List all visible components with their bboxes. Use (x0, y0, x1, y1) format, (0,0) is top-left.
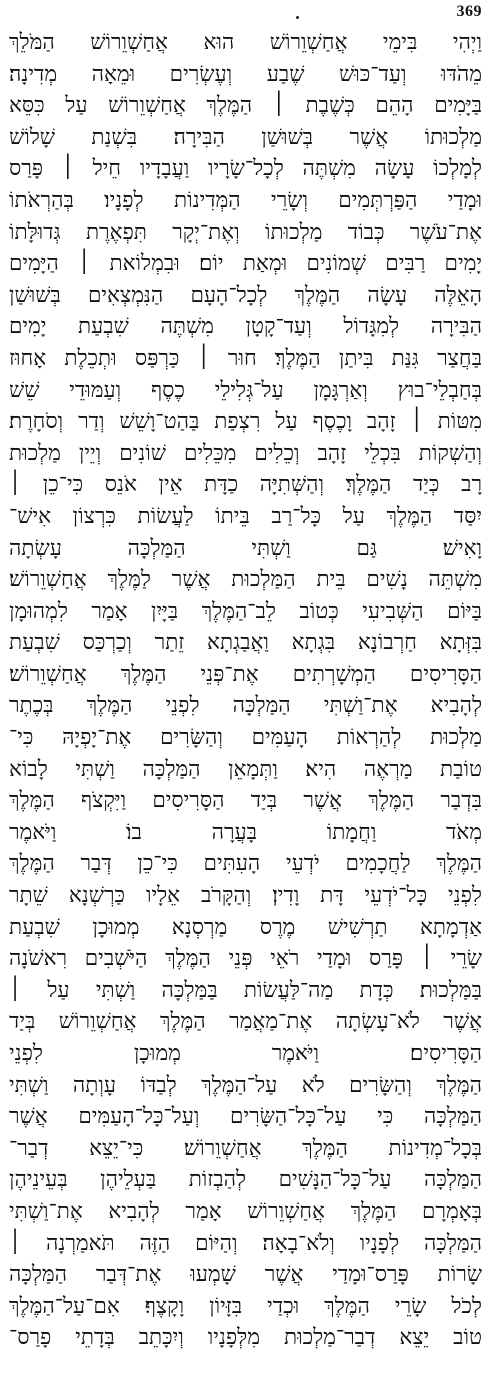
text-line: הָאֵלֶּה עָשָׂה הַמֶּלֶךְ לְכָל־הָעָם הַנִּמְצְאִים בְּשׁוּשַׁן (9, 282, 482, 308)
text-line: הַמֶּלֶךְ לַחֲכָמִים יֹדְעֵי הָעִתִּים כִּי־כֵן דְּבַר הַמֶּלֶךְ (9, 851, 482, 877)
text-line: וּמָדַי הַפַּרְתְּמִים וְשָׂרֵי הַמְּדִינוֹת לְפָנָיו׃ בְּהַרְאֹתוֹ (9, 187, 482, 213)
text-line: הַמַּלְכָּה עַל־כָּל־הַנָּשִׁים לְהַבְזוֹת בַּעְלֵיהֶן בְּעֵינֵיהֶן (9, 1167, 482, 1193)
text-line: אֶת־עֹשֶׁר כְּבוֹד מַלְכוּתוֹ וְאֶת־יְקָר תִּפְאֶרֶת גְּדוּלָּתוֹ (9, 219, 482, 245)
text-line: מַלְכוּתוֹ אֲשֶׁר בְּשׁוּשַׁן הַבִּירָה׃ בִּשְׁנַת שָׁלוֹשׁ (9, 124, 482, 150)
text-line: אַדְמָתָא תַרְשִׁישׁ מֶרֶס מַרְסְנָא מְמוּכָן שִׁבְעַת (9, 914, 482, 940)
text-line: טוֹב יֵצֵא דְבַר־מַלְכוּת מִלְּפָנָיו וְיִכָּתֵב בְּדָתֵי פָרַס־ (9, 1325, 482, 1351)
text-line: מִטּוֹת ׀ זָהָב וָכֶסֶף עַל רִצְפַת בַּהַט־וָשֵׁשׁ וְדַר וְסֹחָרֶת׃ (9, 409, 482, 435)
text-line: יִסַּד הַמֶּלֶךְ עַל כָּל־רַב בֵּיתוֹ לַעֲשׂוֹת כִּרְצוֹן אִישׁ־ (9, 503, 482, 529)
text-line: לְהָבִיא אֶת־וַשְׁתִּי הַמַּלְכָּה לִפְנֵי הַמֶּלֶךְ בְּכֶתֶר (9, 693, 482, 719)
text-line: בַּיּוֹם הַשְּׁבִיעִי כְּטוֹב לֵב־הַמֶּלֶךְ בַּיָּיִן אָמַר לִמְהוּמָן (9, 598, 482, 624)
text-line: שָׂרֵי ׀ פָּרַס וּמָדַי רֹאֵי פְּנֵי הַמֶּלֶךְ הַיֹּשְׁבִים רִאשֹׁנָה (9, 946, 482, 972)
text-line: טוֹבַת מַרְאֶה הִיא׃ וַתְּמָאֵן הַמַּלְכָּה וַשְׁתִּי לָבוֹא (9, 756, 482, 782)
text-line: בַּחֲצַר גִּנַּת בִּיתַן הַמֶּלֶךְ׃ חוּר ׀ כַּרְפַּס וּתְכֵלֶת אָחוּז (9, 345, 482, 371)
text-line: וְהַשְׁקוֹת בִּכְלֵי זָהָב וְכֵלִים מִכֵּלִים שׁוֹנִים וְיֵין מַלְכוּת (9, 440, 482, 466)
text-line: יָמִים רַבִּים שְׁמוֹנִים וּמְאַת יוֹם׃ וּבִמְלוֹאת ׀ הַיָּמִים (9, 251, 482, 277)
text-line: הַסָּרִיסִים׃ וַיֹּאמֶר מְמוּכָן לִפְנֵי (9, 1041, 482, 1066)
text-line: לְכֹל שָׂרֵי הַמֶּלֶךְ וּכְדַי בִּזָּיוֹן וָקָצֶף׃ אִם־עַל־הַמֶּלֶךְ (9, 1293, 482, 1319)
text-line: מִשְׁתֵּה נָשִׁים בֵּית הַמַּלְכוּת אֲשֶׁר לַמֶּלֶךְ אֲחַשְׁוֵרוֹשׁ׃ (9, 567, 482, 593)
text-line: אֲשֶׁר לֹא־עָשְׂתָה אֶת־מַאֲמַר הַמֶּלֶךְ אֲחַשְׁוֵרוֹשׁ בְּיַד (9, 1009, 482, 1035)
text-line: מְאֹד וַחֲמָתוֹ בָּעֲרָה בוֹ׃ וַיֹּאמֶר (9, 819, 482, 845)
scroll-text-column (9, 27, 482, 1354)
text-line: הַבִּירָה לְמִגָּדוֹל וְעַד־קָטָן מִשְׁתֶּה שִׁבְעַת יָמִים (9, 314, 482, 340)
text-line: וַיְהִי בִּימֵי אֲחַשְׁוֵרוֹשׁ הוּא אֲחַשְׁוֵרוֹשׁ הַמֹּלֵךְ (9, 30, 482, 55)
text-line: מַלְכוּת לְהַרְאוֹת הָעַמִּים וְהַשָּׂרִים אֶת־יָפְיָהּ כִּי־ (9, 725, 482, 751)
text-line: בְּכָל־מְדִינוֹת הַמֶּלֶךְ אֲחַשְׁוֵרוֹשׁ׃ כִּי־יֵצֵא דְבַר־ (9, 1135, 482, 1161)
text-line: בַּמַּלְכוּת׃ כְּדָת מַה־לַּעֲשׂוֹת בַּמַּלְכָּה וַשְׁתִּי עַל ׀ (9, 977, 482, 1003)
text-line: הַמַּלְכָּה לְפָנָיו וְלֹא־בָאָה׃ וְהַיּוֹם הַזֶּה תֹּאמַרְנָה ׀ (9, 1230, 482, 1256)
text-line: בְּאָמְרָם הַמֶּלֶךְ אֲחַשְׁוֵרוֹשׁ אָמַר לְהָבִיא אֶת־וַשְׁתִּי (9, 1198, 482, 1224)
text-line: שָׂרוֹת פָּרַס־וּמָדַי אֲשֶׁר שָׁמְעוּ אֶת־דְּבַר הַמַּלְכָּה (9, 1262, 482, 1288)
text-line: וָאִישׁ׃ גַּם וַשְׁתִּי הַמַּלְכָּה עָשְׂתָה (9, 535, 482, 561)
text-line: בִּדְבַר הַמֶּלֶךְ אֲשֶׁר בְּיַד הַסָּרִיסִים וַיִּקְצֹף הַמֶּלֶךְ (9, 788, 482, 814)
text-line: בַּיָּמִים הָהֵם כְּשֶׁבֶת ׀ הַמֶּלֶךְ אֲחַשְׁוֵרוֹשׁ עַל כִּסֵּא (9, 93, 482, 119)
text-line: לְמָלְכוֹ עָשָׂה מִשְׁתֶּה לְכָל־שָׂרָיו וַעֲבָדָיו חֵיל ׀ פָּרַס (9, 156, 482, 182)
text-line: לִפְנֵי כָּל־יֹדְעֵי דָּת וָדִין׃ וְהַקָּרֹב אֵלָיו כַּרְשְׁנָא שֵׁתָר (9, 883, 482, 909)
text-line: הַמֶּלֶךְ וְהַשָּׂרִים לֹא עַל־הַמֶּלֶךְ לְבַדּוֹ עָוְתָה וַשְׁתִּי (9, 1072, 482, 1098)
text-line: בִּזְּתָא חַרְבוֹנָא בִּגְתָא וַאֲבַגְתָא זֵתַר וְכַרְכַּס שִׁבְעַת (9, 630, 482, 656)
text-line: מֵהֹדּוּ וְעַד־כּוּשׁ שֶׁבַע וְעֶשְׂרִים וּמֵאָה מְדִינָה׃ (9, 61, 482, 87)
text-line: הַמַּלְכָּה כִּי עַל־כָּל־הַשָּׂרִים וְעַל־כָּל־הָעַמִּים אֲשֶׁר (9, 1104, 482, 1130)
text-line: בְּחַבְלֵי־בוּץ וְאַרְגָּמָן עַל־גְּלִילֵי כֶסֶף וְעַמּוּדֵי שֵׁשׁ (9, 377, 482, 403)
page-number: 369 (456, 3, 482, 20)
text-line: רָב כְּיַד הַמֶּלֶךְ׃ וְהַשְּׁתִיָּה כַדָּת אֵין אֹנֵס כִּי־כֵן ׀ (9, 472, 482, 498)
text-line: הַסָּרִיסִים הַמְשָׁרְתִים אֶת־פְּנֵי הַמֶּלֶךְ אֲחַשְׁוֵרוֹשׁ׃ (9, 661, 482, 687)
stray-dot-mark (296, 16, 299, 19)
